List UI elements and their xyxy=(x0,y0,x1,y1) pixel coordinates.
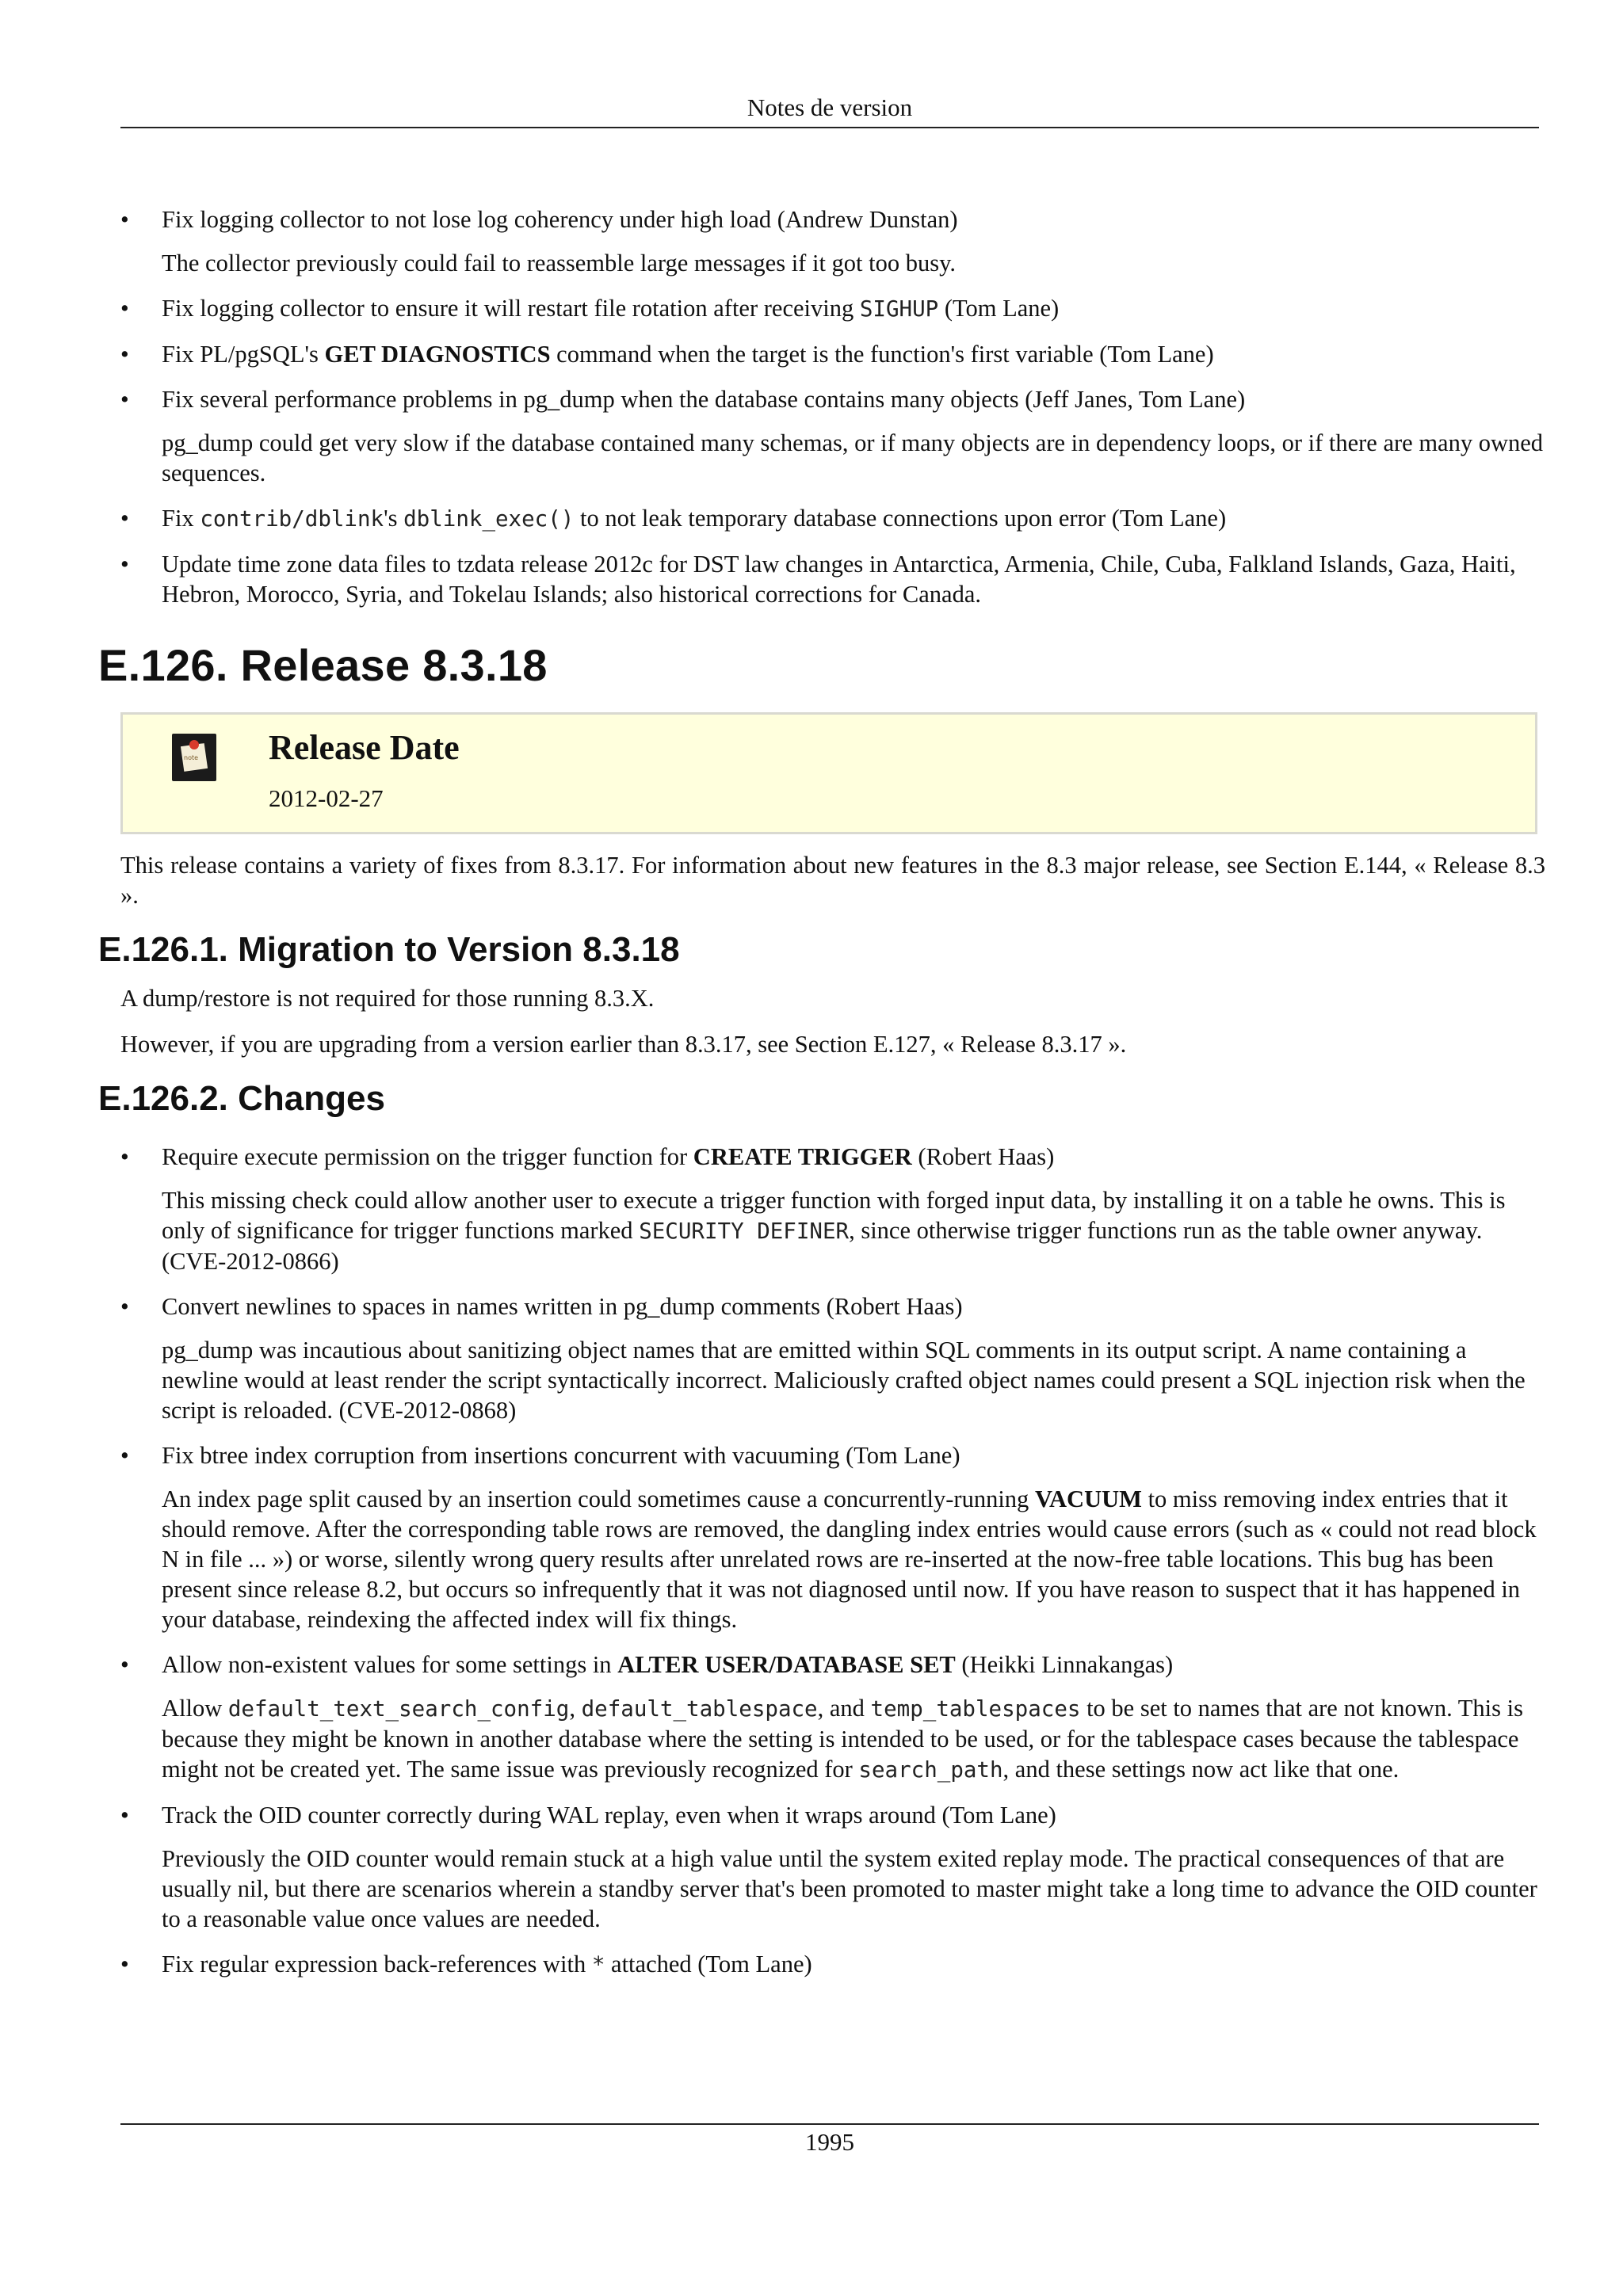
command-name: ALTER USER/DATABASE SET xyxy=(617,1651,956,1678)
code-literal: default_tablespace xyxy=(581,1696,818,1722)
list-item xyxy=(98,549,1545,609)
list-item xyxy=(98,204,1545,278)
list-item xyxy=(98,1650,1545,1785)
changes-bullet-list xyxy=(98,1142,1545,1980)
page-number: 1995 xyxy=(805,2128,854,2156)
section-heading-release: E.126. Release 8.3.18 xyxy=(98,640,548,690)
bullet: • xyxy=(120,295,129,322)
code-literal: SIGHUP xyxy=(859,296,939,322)
bullet: • xyxy=(120,1651,129,1678)
item-text: Fix regular expression back-references with * attached (Tom Lane) xyxy=(162,1951,812,1978)
list-item xyxy=(98,1800,1545,1934)
item-text: Track the OID counter correctly during WAL replay, even when it wraps around (Tom Lane) xyxy=(162,1802,1056,1829)
bullet: • xyxy=(120,1442,129,1469)
list-item xyxy=(98,384,1545,488)
item-text: Require execute permission on the trigger function for CREATE TRIGGER (Robert Haas) xyxy=(162,1143,1055,1170)
release-date-note xyxy=(120,712,1537,834)
code-literal: SECURITY DEFINER xyxy=(639,1219,850,1244)
item-note: pg_dump could get very slow if the database contained many schemas, or if many objects are in dependency loops, or if there are many owned sequences. xyxy=(162,429,1544,486)
subsection-heading-changes: E.126.2. Changes xyxy=(98,1079,385,1118)
footer-rule xyxy=(120,2123,1539,2125)
bullet: • xyxy=(120,505,129,532)
item-note: pg_dump was incautious about sanitizing object names that are emitted within SQL comments in its output script. A name containing a newline would at least render the script syntactically incorrect. Maliciously crafted object names could present a SQL injection risk when the script is reloaded. (CVE-2012-0868) xyxy=(162,1337,1526,1424)
item-text: Fix contrib/dblink's dblink_exec() to not leak temporary database connections upon error (Tom Lane) xyxy=(162,505,1227,532)
list-item xyxy=(98,1949,1545,1980)
item-note: The collector previously could fail to reassemble large messages if it got too busy. xyxy=(162,250,957,277)
note-icon: note xyxy=(172,734,216,781)
code-literal: default_text_search_config xyxy=(227,1696,570,1722)
item-text: Update time zone data files to tzdata release 2012c for DST law changes in Antarctica, Armenia, Chile, Cuba, Falkland Islands, Gaza, Haiti, Hebron, Morocco, Syria, and Tokelau Islands; also historical corrections for Canada. xyxy=(162,551,1516,608)
item-text: Fix several performance problems in pg_dump when the database contains many objects (Jeff Janes, Tom Lane) xyxy=(162,386,1246,413)
list-item xyxy=(98,1291,1545,1425)
header-rule xyxy=(120,127,1539,128)
code-literal: contrib/dblink xyxy=(200,506,384,532)
release-intro: This release contains a variety of fixes from 8.3.17. For information about new features in the 8.3 major release, see Section E.144, « Release 8.3 ». xyxy=(120,852,1545,909)
item-text: Allow non-existent values for some settings in ALTER USER/DATABASE SET (Heikki Linnakangas) xyxy=(162,1651,1174,1678)
subsection-heading-migration: E.126.1. Migration to Version 8.3.18 xyxy=(98,930,680,969)
running-header: Notes de version xyxy=(747,93,913,121)
item-text: Fix btree index corruption from insertions concurrent with vacuuming (Tom Lane) xyxy=(162,1442,960,1469)
bullet: • xyxy=(120,1802,129,1829)
command-name: VACUUM xyxy=(1034,1486,1142,1512)
bullet: • xyxy=(120,551,129,578)
note-date: 2012-02-27 xyxy=(269,784,384,812)
bullet: • xyxy=(120,1143,129,1170)
migration-paragraph: A dump/restore is not required for those running 8.3.X. xyxy=(120,985,655,1012)
list-item xyxy=(98,293,1545,324)
command-name: GET DIAGNOSTICS xyxy=(324,341,551,368)
item-note: An index page split caused by an insertion could sometimes cause a concurrently-running VACUUM to miss removing index entries that it should remove. After the corresponding table rows are removed, the dangling index entries would cause errors (such as « could not read block N in file ... ») or worse, silently wrong query results after unrelated rows are re-inserted at the now-free table locations. This bug has been present since release 8.2, but occurs so infrequently that it was not diagnosed until now. If you have reason to suspect that it has happened in your database, reindexing the affected index will fix things. xyxy=(162,1486,1537,1633)
page-content xyxy=(98,204,1545,1995)
code-literal: * xyxy=(591,1952,605,1978)
list-item xyxy=(98,503,1545,534)
item-text: Fix PL/pgSQL's GET DIAGNOSTICS command when the target is the function's first variable (Tom Lane) xyxy=(162,341,1214,368)
list-item xyxy=(98,1142,1545,1276)
command-name: CREATE TRIGGER xyxy=(693,1143,912,1170)
item-note: This missing check could allow another user to execute a trigger function with forged input data, by installing it on a table he owns. This is only of significance for trigger functions marked SECURITY DEFINER, since otherwise trigger functions run as the table owner anyway. (CVE-2012-0866) xyxy=(162,1187,1506,1275)
item-text: Fix logging collector to not lose log coherency under high load (Andrew Dunstan) xyxy=(162,206,958,233)
code-literal: temp_tablespaces xyxy=(870,1696,1081,1722)
note-title: Release Date xyxy=(269,728,460,767)
code-literal: dblink_exec() xyxy=(403,506,575,532)
top-bullet-list xyxy=(98,204,1545,609)
list-item xyxy=(98,339,1545,369)
bullet: • xyxy=(120,1293,129,1320)
item-text: Convert newlines to spaces in names written in pg_dump comments (Robert Haas) xyxy=(162,1293,963,1320)
list-item xyxy=(98,1440,1545,1634)
item-text: Fix logging collector to ensure it will restart file rotation after receiving SIGHUP (Tom Lane) xyxy=(162,295,1060,322)
code-literal: search_path xyxy=(858,1757,1003,1783)
item-note: Previously the OID counter would remain stuck at a high value until the system exited replay mode. The practical consequences of that are usually nil, but there are scenarios wherein a standby server that's been promoted to master might take a long time to advance the OID counter to a reasonable value once values are needed. xyxy=(162,1845,1537,1932)
migration-paragraph: However, if you are upgrading from a version earlier than 8.3.17, see Section E.127, « Release 8.3.17 ». xyxy=(120,1031,1127,1058)
bullet: • xyxy=(120,206,129,233)
item-note: Allow default_text_search_config, default_tablespace, and temp_tablespaces to be set to names that are not known. This is because they might be known in another database where the setting is intended to be used, or for the tablespace cases because the tablespace might not be created yet. The same issue was previously recognized for search_path, and these settings now act like that one. xyxy=(162,1695,1523,1783)
bullet: • xyxy=(120,1951,129,1978)
bullet: • xyxy=(120,341,129,368)
bullet: • xyxy=(120,386,129,413)
